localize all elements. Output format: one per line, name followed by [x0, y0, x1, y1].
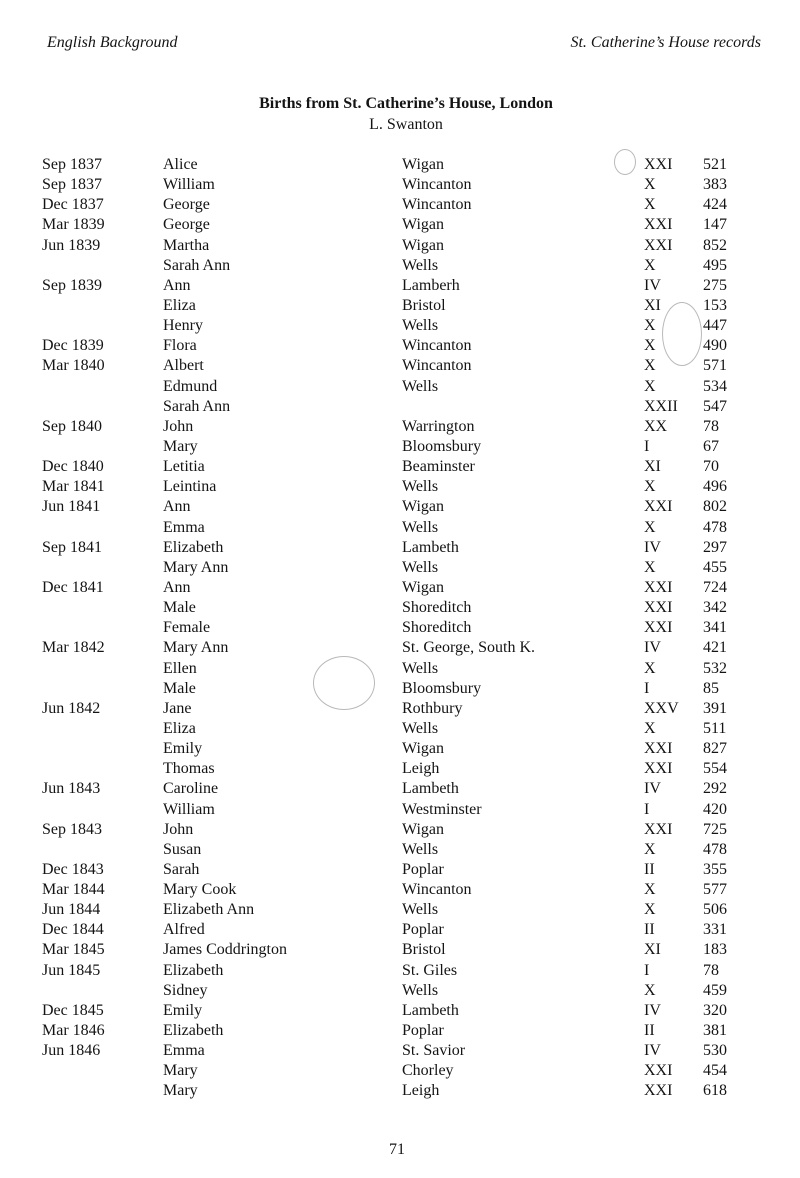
record-date: Jun 1845	[42, 961, 101, 979]
record-row	[0, 1081, 800, 1101]
record-row	[0, 880, 800, 900]
record-row	[0, 256, 800, 276]
record-row	[0, 578, 800, 598]
record-place: Wells	[402, 981, 439, 999]
record-page: 67	[703, 437, 719, 455]
record-volume: II	[644, 860, 655, 878]
record-name: John	[163, 820, 194, 838]
record-page: 530	[703, 1042, 727, 1060]
record-date: Sep 1841	[42, 538, 102, 556]
record-page: 78	[703, 417, 719, 435]
record-name: George	[163, 216, 210, 234]
record-name: Ellen	[163, 659, 197, 677]
record-name: Martha	[163, 236, 210, 254]
record-place: Poplar	[402, 860, 444, 878]
record-page: 496	[703, 478, 727, 496]
record-page: 183	[703, 941, 727, 959]
record-name: Elizabeth	[163, 538, 224, 556]
record-place: Wigan	[402, 740, 445, 758]
record-place: Chorley	[402, 1062, 454, 1080]
record-page: 478	[703, 518, 727, 536]
record-page: 421	[703, 639, 727, 657]
record-date: Jun 1839	[42, 236, 101, 254]
record-name: Ann	[163, 276, 191, 294]
record-place: Wells	[402, 317, 439, 335]
record-volume: IV	[644, 276, 661, 294]
author-line: L. Swanton	[369, 116, 443, 133]
record-name: Letitia	[163, 458, 205, 476]
record-date: Sep 1837	[42, 156, 102, 173]
record-place: Shoreditch	[402, 599, 472, 617]
record-place: Wigan	[402, 498, 445, 516]
record-row	[0, 659, 800, 679]
record-page: 547	[703, 397, 727, 415]
record-page: 381	[703, 1022, 727, 1040]
record-page: 424	[703, 196, 727, 214]
record-volume: X	[644, 840, 656, 858]
record-place: Bloomsbury	[402, 437, 482, 455]
record-name: Mary	[163, 1062, 198, 1080]
record-volume: IV	[644, 1042, 661, 1060]
record-volume: X	[644, 719, 656, 737]
record-page: 297	[703, 538, 727, 556]
record-volume: XXI	[644, 820, 673, 838]
record-volume: XXI	[644, 156, 673, 173]
page-smudge	[614, 149, 636, 175]
record-place: Wells	[402, 377, 439, 395]
record-volume: X	[644, 659, 656, 677]
record-place: Wigan	[402, 216, 445, 234]
record-place: Wells	[402, 901, 439, 919]
record-page: 577	[703, 881, 727, 899]
record-row	[0, 1001, 800, 1021]
record-page: 571	[703, 357, 727, 375]
record-name: Alfred	[163, 921, 205, 939]
record-name: Emily	[163, 1001, 203, 1019]
record-volume: I	[644, 679, 650, 697]
record-name: Thomas	[163, 760, 215, 778]
record-volume: XXI	[644, 236, 673, 254]
record-date: Mar 1846	[42, 1022, 105, 1040]
record-page: 455	[703, 558, 727, 576]
record-row	[0, 175, 800, 195]
record-volume: X	[644, 357, 656, 375]
record-name: Flora	[163, 337, 197, 355]
record-row	[0, 840, 800, 860]
record-name: Ann	[163, 578, 191, 596]
record-page: 532	[703, 659, 727, 677]
record-page: 852	[703, 236, 727, 254]
record-row	[0, 800, 800, 820]
record-date: Jun 1844	[42, 901, 101, 919]
page-number: 71	[389, 1141, 405, 1158]
record-page: 521	[703, 156, 727, 173]
record-name: Emma	[163, 1042, 205, 1060]
record-row	[0, 820, 800, 840]
record-page: 383	[703, 176, 727, 194]
record-row	[0, 1041, 800, 1061]
record-name: Mary Cook	[163, 881, 237, 899]
record-row	[0, 1021, 800, 1041]
record-name: Male	[163, 679, 196, 697]
record-name: Elizabeth	[163, 1022, 224, 1040]
record-page: 827	[703, 740, 727, 758]
record-volume: X	[644, 317, 656, 335]
record-page: 554	[703, 760, 727, 778]
record-row	[0, 1061, 800, 1081]
record-page: 153	[703, 296, 727, 314]
record-row	[0, 518, 800, 538]
record-row	[0, 961, 800, 981]
record-name: Mary Ann	[163, 558, 229, 576]
record-volume: XXI	[644, 578, 673, 596]
record-volume: XI	[644, 458, 661, 476]
record-volume: II	[644, 1022, 655, 1040]
record-name: Sarah Ann	[163, 397, 231, 415]
record-name: Male	[163, 599, 196, 617]
record-page: 506	[703, 901, 727, 919]
record-volume: XXI	[644, 1082, 673, 1100]
record-page: 355	[703, 860, 727, 878]
record-place: Wincanton	[402, 337, 472, 355]
record-date: Mar 1844	[42, 881, 105, 899]
record-name: Caroline	[163, 780, 219, 798]
record-row	[0, 215, 800, 235]
record-volume: X	[644, 478, 656, 496]
record-name: Emma	[163, 518, 205, 536]
record-name: Mary	[163, 1082, 198, 1100]
record-row	[0, 699, 800, 719]
record-page: 85	[703, 679, 719, 697]
record-place: Wigan	[402, 236, 445, 254]
record-row	[0, 236, 800, 256]
record-volume: I	[644, 800, 650, 818]
record-date: Mar 1840	[42, 357, 105, 375]
record-row	[0, 779, 800, 799]
record-date: Jun 1841	[42, 498, 101, 516]
record-page: 320	[703, 1001, 727, 1019]
page-smudge	[313, 656, 375, 710]
record-place: Wigan	[402, 156, 445, 173]
record-date: Dec 1841	[42, 578, 104, 596]
record-name: Sidney	[163, 981, 208, 999]
record-place: Bristol	[402, 941, 446, 959]
running-head-left: English Background	[47, 34, 178, 51]
record-page: 341	[703, 619, 727, 637]
record-volume: I	[644, 437, 650, 455]
record-name: Eliza	[163, 296, 196, 314]
record-date: Dec 1845	[42, 1001, 104, 1019]
record-page: 511	[703, 719, 727, 737]
record-volume: IV	[644, 639, 661, 657]
record-place: Beaminster	[402, 458, 475, 476]
record-row	[0, 679, 800, 699]
record-volume: XXI	[644, 740, 673, 758]
record-date: Sep 1837	[42, 176, 102, 194]
record-row	[0, 377, 800, 397]
record-date: Mar 1841	[42, 478, 105, 496]
record-name: Elizabeth Ann	[163, 901, 255, 919]
record-place: Leigh	[402, 1082, 440, 1100]
record-page: 478	[703, 840, 727, 858]
record-place: Lambeth	[402, 780, 459, 798]
record-page: 331	[703, 921, 727, 939]
record-place: Warrington	[402, 417, 475, 435]
record-place: Wincanton	[402, 176, 472, 194]
record-volume: X	[644, 256, 656, 274]
record-place: Lambeth	[402, 538, 459, 556]
record-volume: IV	[644, 1001, 661, 1019]
record-name: Elizabeth	[163, 961, 224, 979]
record-place: Bristol	[402, 296, 446, 314]
record-page: 495	[703, 256, 727, 274]
record-row	[0, 195, 800, 215]
record-name: Mary Ann	[163, 639, 229, 657]
record-place: Wincanton	[402, 196, 472, 214]
record-place: Rothbury	[402, 699, 463, 717]
record-name: Mary	[163, 437, 198, 455]
record-date: Dec 1840	[42, 458, 104, 476]
record-name: George	[163, 196, 210, 214]
record-volume: XXI	[644, 760, 673, 778]
record-page: 78	[703, 961, 719, 979]
record-volume: XX	[644, 417, 668, 435]
record-place: Lamberh	[402, 276, 460, 294]
record-row	[0, 437, 800, 457]
record-name: Leintina	[163, 478, 217, 496]
record-volume: X	[644, 196, 656, 214]
record-place: Wells	[402, 256, 439, 274]
record-row	[0, 497, 800, 517]
record-volume: X	[644, 981, 656, 999]
record-page: 420	[703, 800, 727, 818]
record-row	[0, 538, 800, 558]
record-volume: X	[644, 518, 656, 536]
record-page: 342	[703, 599, 727, 617]
record-date: Jun 1843	[42, 780, 101, 798]
record-place: Wells	[402, 840, 439, 858]
record-volume: X	[644, 901, 656, 919]
record-name: Sarah	[163, 860, 200, 878]
record-place: Wells	[402, 478, 439, 496]
record-date: Sep 1839	[42, 276, 102, 294]
record-page: 147	[703, 216, 727, 234]
record-page: 534	[703, 377, 727, 395]
page-title: Births from St. Catherine’s House, London	[259, 95, 553, 112]
record-name: Alice	[163, 156, 198, 173]
record-place: Lambeth	[402, 1001, 459, 1019]
record-volume: X	[644, 558, 656, 576]
record-volume: XXI	[644, 216, 673, 234]
record-date: Dec 1844	[42, 921, 104, 939]
record-page: 292	[703, 780, 727, 798]
record-page: 618	[703, 1082, 727, 1100]
record-place: Wells	[402, 719, 439, 737]
record-page: 725	[703, 820, 727, 838]
record-volume: XI	[644, 296, 661, 314]
record-row	[0, 759, 800, 779]
record-volume: XXI	[644, 498, 673, 516]
record-place: Wells	[402, 518, 439, 536]
record-place: St. Savior	[402, 1042, 466, 1060]
record-page: 802	[703, 498, 727, 516]
record-name: Emily	[163, 740, 203, 758]
record-name: Henry	[163, 317, 203, 335]
record-name: Female	[163, 619, 211, 637]
record-row	[0, 558, 800, 578]
record-page: 454	[703, 1062, 727, 1080]
record-volume: X	[644, 377, 656, 395]
record-place: Wincanton	[402, 357, 472, 375]
record-name: James Coddrington	[163, 941, 287, 959]
record-row	[0, 417, 800, 437]
record-date: Jun 1842	[42, 699, 101, 717]
record-place: Leigh	[402, 760, 440, 778]
record-name: Susan	[163, 840, 202, 858]
record-volume: X	[644, 176, 656, 194]
record-date: Dec 1839	[42, 337, 104, 355]
record-row	[0, 860, 800, 880]
record-row	[0, 276, 800, 296]
record-row	[0, 477, 800, 497]
record-row	[0, 981, 800, 1001]
record-name: Albert	[163, 357, 204, 375]
record-name: Jane	[163, 699, 192, 717]
record-volume: XXII	[644, 397, 678, 415]
record-place: Wigan	[402, 578, 445, 596]
record-place: St. George, South K.	[402, 639, 536, 657]
record-row	[0, 155, 800, 175]
record-row	[0, 638, 800, 658]
record-date: Jun 1846	[42, 1042, 101, 1060]
record-page: 447	[703, 317, 727, 335]
record-page: 391	[703, 699, 727, 717]
record-page: 275	[703, 276, 727, 294]
record-place: St. Giles	[402, 961, 458, 979]
record-name: John	[163, 417, 194, 435]
record-place: Shoreditch	[402, 619, 472, 637]
record-volume: XI	[644, 941, 661, 959]
record-date: Sep 1840	[42, 417, 102, 435]
record-row	[0, 900, 800, 920]
record-place: Poplar	[402, 921, 444, 939]
record-page: 70	[703, 458, 719, 476]
running-head-right: St. Catherine’s House records	[570, 34, 761, 51]
record-page: 724	[703, 578, 727, 596]
record-page: 459	[703, 981, 727, 999]
record-volume: XXI	[644, 599, 673, 617]
record-row	[0, 920, 800, 940]
record-date: Dec 1837	[42, 196, 104, 214]
record-volume: XXI	[644, 619, 673, 637]
record-row	[0, 457, 800, 477]
record-volume: X	[644, 881, 656, 899]
record-name: William	[163, 800, 215, 818]
record-row	[0, 739, 800, 759]
record-place: Poplar	[402, 1022, 444, 1040]
record-volume: I	[644, 961, 650, 979]
record-place: Westminster	[402, 800, 482, 818]
page-smudge	[662, 302, 702, 366]
record-volume: XXI	[644, 1062, 673, 1080]
record-date: Dec 1843	[42, 860, 104, 878]
record-name: Sarah Ann	[163, 256, 231, 274]
record-date: Sep 1843	[42, 820, 102, 838]
record-page: 490	[703, 337, 727, 355]
record-place: Wells	[402, 659, 439, 677]
record-name: Ann	[163, 498, 191, 516]
record-volume: X	[644, 337, 656, 355]
record-place: Bloomsbury	[402, 679, 482, 697]
record-date: Mar 1839	[42, 216, 105, 234]
record-row	[0, 397, 800, 417]
record-name: Edmund	[163, 377, 218, 395]
record-date: Mar 1842	[42, 639, 105, 657]
record-name: Eliza	[163, 719, 196, 737]
record-name: William	[163, 176, 215, 194]
record-row	[0, 719, 800, 739]
record-row	[0, 598, 800, 618]
record-place: Wincanton	[402, 881, 472, 899]
record-row	[0, 940, 800, 960]
record-volume: IV	[644, 780, 661, 798]
record-volume: II	[644, 921, 655, 939]
record-volume: IV	[644, 538, 661, 556]
record-volume: XXV	[644, 699, 679, 717]
record-row	[0, 618, 800, 638]
record-place: Wigan	[402, 820, 445, 838]
record-date: Mar 1845	[42, 941, 105, 959]
record-place: Wells	[402, 558, 439, 576]
birth-records-list	[0, 155, 800, 1102]
